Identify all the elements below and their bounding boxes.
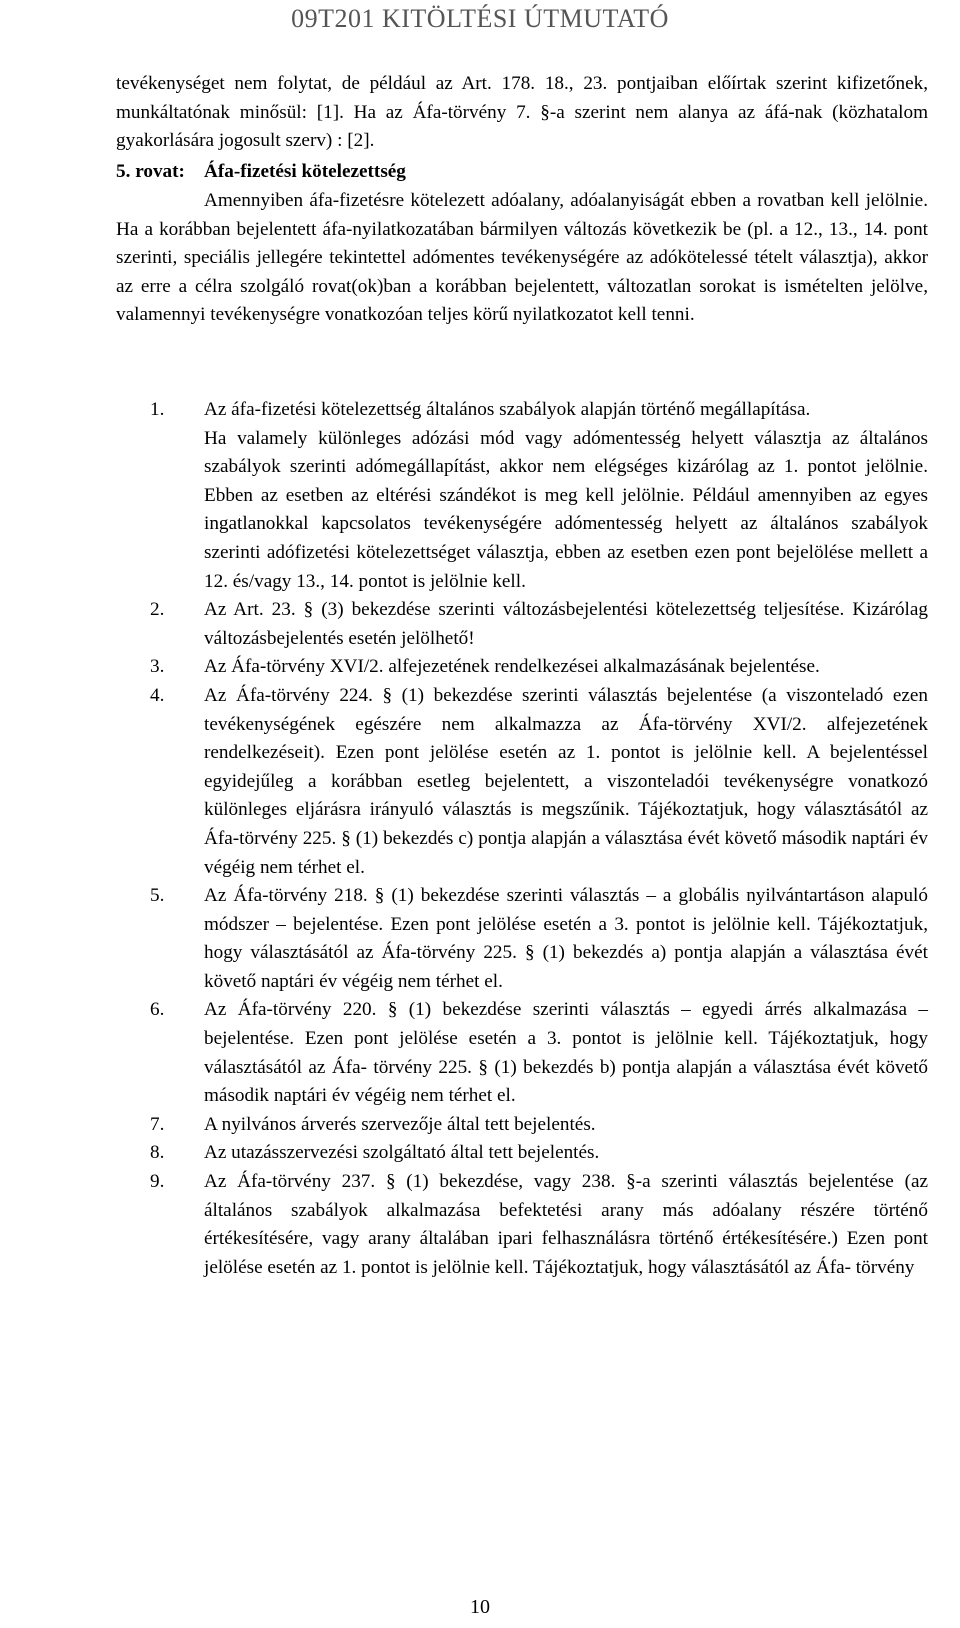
list-item-text: Az Áfa-törvény 237. § (1) bekezdése, vagy 238. §-a szerinti választás bejelentése (az általános szabályok alkalmazása befektetési arany más adóalany részére történő értékesítésére, vagy arany általában ipari felhasználásra történő értékesítésére.) Ezen pont jelölése esetén az 1. pontot is jelölnie kell. Tájékoztatjuk, hogy választásától az Áfa- törvény [204, 1171, 928, 1278]
list-item-text: Az Áfa-törvény 220. § (1) bekezdése szerinti választás – egyedi árrés alkalmazása – bejelentése. Ezen pont jelölése esetén a 3. pontot is jelölnie kell. Tájékoztatjuk, hogy választásától az Áfa- törvény 225. § (1) bekezdés b) pontja alapján a választása évét követő második naptári év végéig nem térhet el. [204, 999, 928, 1107]
list-item [150, 596, 928, 653]
page-header: 09T201 KITÖLTÉSI ÚTMUTATÓ [291, 4, 669, 33]
list-item-text: Az Áfa-törvény 224. § (1) bekezdése szerinti választás bejelentése (a viszonteladó ezen tevékenységének egészére nem alkalmazza az Áfa-törvény XVI/2. alfejezetének rendelkezéseit). Ezen pont jelölése esetén az 1. pontot is jelölnie kell. A bejelentéssel egyidejűleg a korábban esetleg bejelentett, a viszonteladói tevékenységre vonatkozó különleges eljárásra irányuló választás is megszűnik. Tájékoztatjuk, hogy választásától az Áfa-törvény 225. § (1) bekezdés c) pontja alapján a választása évét követő második naptári év végéig nem térhet el. [204, 684, 928, 878]
list-item-text: Az Art. 23. § (3) bekezdése szerinti változásbejelentési kötelezettség teljesítése. Kizárólag változásbejelentés esetén jelölhető! [204, 599, 928, 649]
list-item-text: Az áfa-fizetési kötelezettség általános szabályok alapján történő megállapítása. [204, 399, 811, 420]
list-item [150, 996, 928, 1110]
list-item-number: 1. [150, 399, 165, 420]
list-item-number: 3. [150, 656, 165, 678]
list-item-number: 4. [150, 684, 165, 706]
list-item-number: 8. [150, 1142, 165, 1164]
list-item-number: 6. [150, 999, 165, 1021]
list-item [150, 1111, 928, 1140]
list-item-number: 9. [150, 1171, 165, 1193]
list-item-text: Az Áfa-törvény XVI/2. alfejezetének rendelkezései alkalmazásának bejelentése. [204, 656, 820, 678]
list-item-text: Az Áfa-törvény 218. § (1) bekezdése szerinti választás – a globális nyilvántartáson alapuló módszer – bejelentése. Ezen pont jelölése esetén a 3. pontot is jelölnie kell. Tájékoztatjuk, hogy választásától az Áfa-törvény 225. § (1) bekezdés a) pontja alapján a választása évét követő naptári év végéig nem térhet el. [204, 885, 928, 992]
list-item-number: 5. [150, 885, 165, 907]
page-number: 10 [470, 1596, 490, 1618]
list-item [150, 396, 928, 425]
list-item-number: 7. [150, 1113, 165, 1135]
list-item-subparagraph: Ha valamely különleges adózási mód vagy adómentesség helyett választja az általános szabályok szerinti adómegállapítást, akkor nem elégséges kizárólag az 1. pontot jelölnie. Ebben az esetben az eltérési szándékot is meg kell jelölnie. Például amennyiben az egyes ingatlanokkal kapcsolatos tevékenységére adómentesség helyett az általános szabályok szerinti adófizetési kötelezettséget választja, ebben az esetben ezen pont bejelölése mellett a 12. és/vagy 13., 14. pontot is jelölnie kell. [204, 427, 928, 592]
section-body: Amennyiben áfa-fizetésre kötelezett adóalany, adóalanyiságát ebben a rovatban kell jelölnie. Ha a korábban bejelentett áfa-nyilatkozatában bármilyen változás következik be (pl. a 12., 13., 14. pont szerinti, speciális jellegére tekintettel adómentes tevékenységére az adókötelessé tételt választja), akkor az erre a célra szolgáló rovat(ok)ban a korábban bejelentett, változatlan sorokat is ismételten jelölve, valamennyi tevékenységre vonatkozóan teljes körű nyilatkozatot kell tenni. [116, 190, 928, 326]
list-item [150, 1139, 928, 1168]
list-item [150, 682, 928, 882]
section-title: Áfa-fizetési kötelezettség [204, 161, 406, 182]
section-label: 5. rovat: [116, 161, 185, 182]
list-item [150, 653, 928, 682]
intro-paragraph: tevékenységet nem folytat, de például az Art. 178. 18., 23. pontjaiban előírtak szerint kifizetőnek, munkáltatónak minősül: [1]. Ha az Áfa-törvény 7. §-a szerint nem alanya az áfá-nak (közhatalom gyakorlására jogosult szerv) : [2]. [116, 73, 928, 152]
numbered-list [150, 396, 928, 1282]
list-item-text: A nyilvános árverés szervezője által tett bejelentés. [204, 1113, 596, 1135]
list-item-number: 2. [150, 599, 165, 621]
list-item [150, 1168, 928, 1282]
list-item-text: Az utazásszervezési szolgáltató által tett bejelentés. [204, 1142, 600, 1164]
list-item [150, 882, 928, 996]
